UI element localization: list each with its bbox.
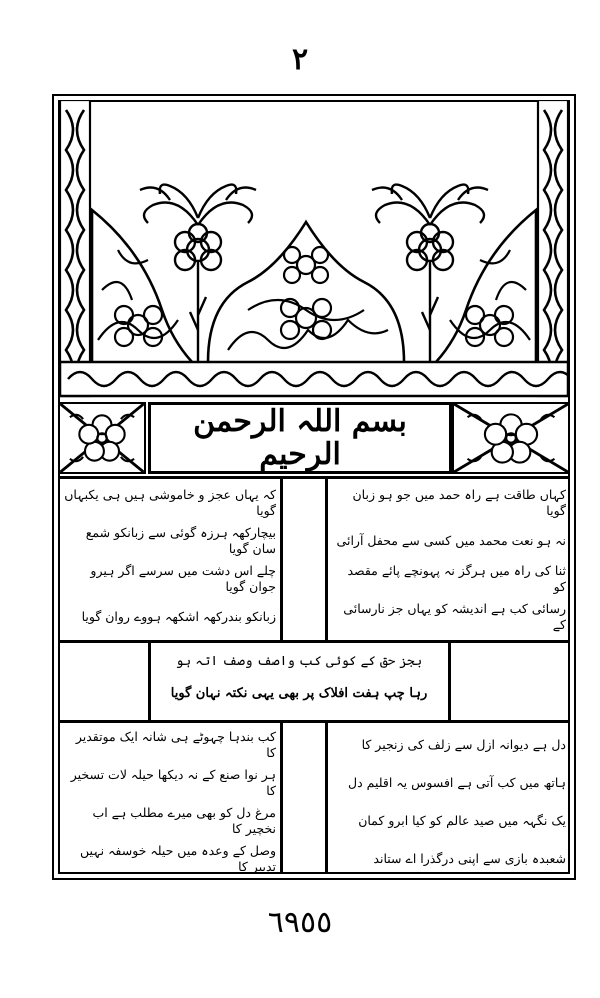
column-divider	[325, 720, 328, 874]
verse-block-top-right	[332, 484, 566, 636]
column-divider	[280, 720, 283, 874]
verse-line: ہاتھ میں کب آتی ہے افسوس یہ اقلیم دل	[348, 775, 566, 791]
verse-line: ہر نوا صنع کے نہ دیکھا حیلہ لات تسخیر کا	[70, 767, 276, 798]
column-divider	[325, 476, 328, 640]
verse-line: یک نگہہ میں صید عالم کو کیا ابرو کمان	[358, 813, 566, 829]
divider-line	[58, 720, 570, 723]
verse-line: بجز حق کے کوئی کب واصف وصف اتہ ہو	[175, 653, 423, 669]
verse-line: مرغ دل کو بھی میرے مطلب ہے اب نخچیر کا	[92, 805, 276, 836]
divider-line	[58, 640, 570, 643]
verse-line: شعبدہ بازی سے اپنی درگذرا اے ستاند	[373, 851, 566, 867]
column-divider	[280, 476, 283, 640]
bismillah-panel	[148, 402, 452, 474]
bismillah-heading: بسم اللہ الرحمن الرحیم	[193, 404, 407, 472]
verse-line: نہ ہو نعت محمد میں کسی سے محفل آرائی	[336, 533, 566, 549]
floral-headpiece	[58, 100, 570, 400]
verse-line: دل ہے دیوانہ ازل سے زلف کی زنجیر کا	[361, 737, 566, 753]
verse-line: بیچارکھہ ہرزہ گوئی سے زبانکو شمع سان گویا	[85, 525, 276, 556]
corner-flower-right	[452, 402, 570, 474]
verse-line: رسائی کب ہے اندیشہ کو یہاں جز نارسائی کے	[343, 601, 566, 632]
verse-line: رہا چپ ہفت افلاک پر بھی یہی نکتہ نہان گویا	[170, 685, 428, 701]
verse-line: کب بندہا چہوٹے ہی شانہ ایک موتقدیر کا	[75, 729, 276, 760]
verse-block-top-left	[64, 484, 276, 636]
verse-line: زبانکو بندرکھہ اشکھہ ہووے روان گویا	[81, 609, 276, 625]
divider-line	[58, 476, 570, 479]
verse-line: کہاں طاقت ہے راہ حمد میں جو ہو زبان گویا	[352, 487, 566, 518]
verse-block-bottom-left	[64, 726, 276, 878]
column-divider	[148, 640, 151, 720]
verse-line: چلے اس دشت میں سرسے اگر ہیرو جوان گویا	[90, 563, 276, 594]
corner-flower-left	[58, 402, 146, 474]
verse-line: ثنا کی راہ میں ہرگز نہ پہونچے پائے مقصد کو	[347, 563, 566, 594]
catalog-number: ٦٩٥٥	[267, 905, 333, 940]
column-divider	[448, 640, 451, 720]
verse-line: وصل کے وعدہ میں حیلہ خوسفہ نہیں تدبیر کا	[80, 843, 276, 874]
verse-block-center	[154, 646, 444, 710]
verse-block-bottom-right	[332, 726, 566, 878]
page-number: ۲	[291, 42, 309, 77]
verse-line: کہ یہاں عجز و خاموشی ہیں ہی یکبہاں گویا	[64, 487, 276, 518]
